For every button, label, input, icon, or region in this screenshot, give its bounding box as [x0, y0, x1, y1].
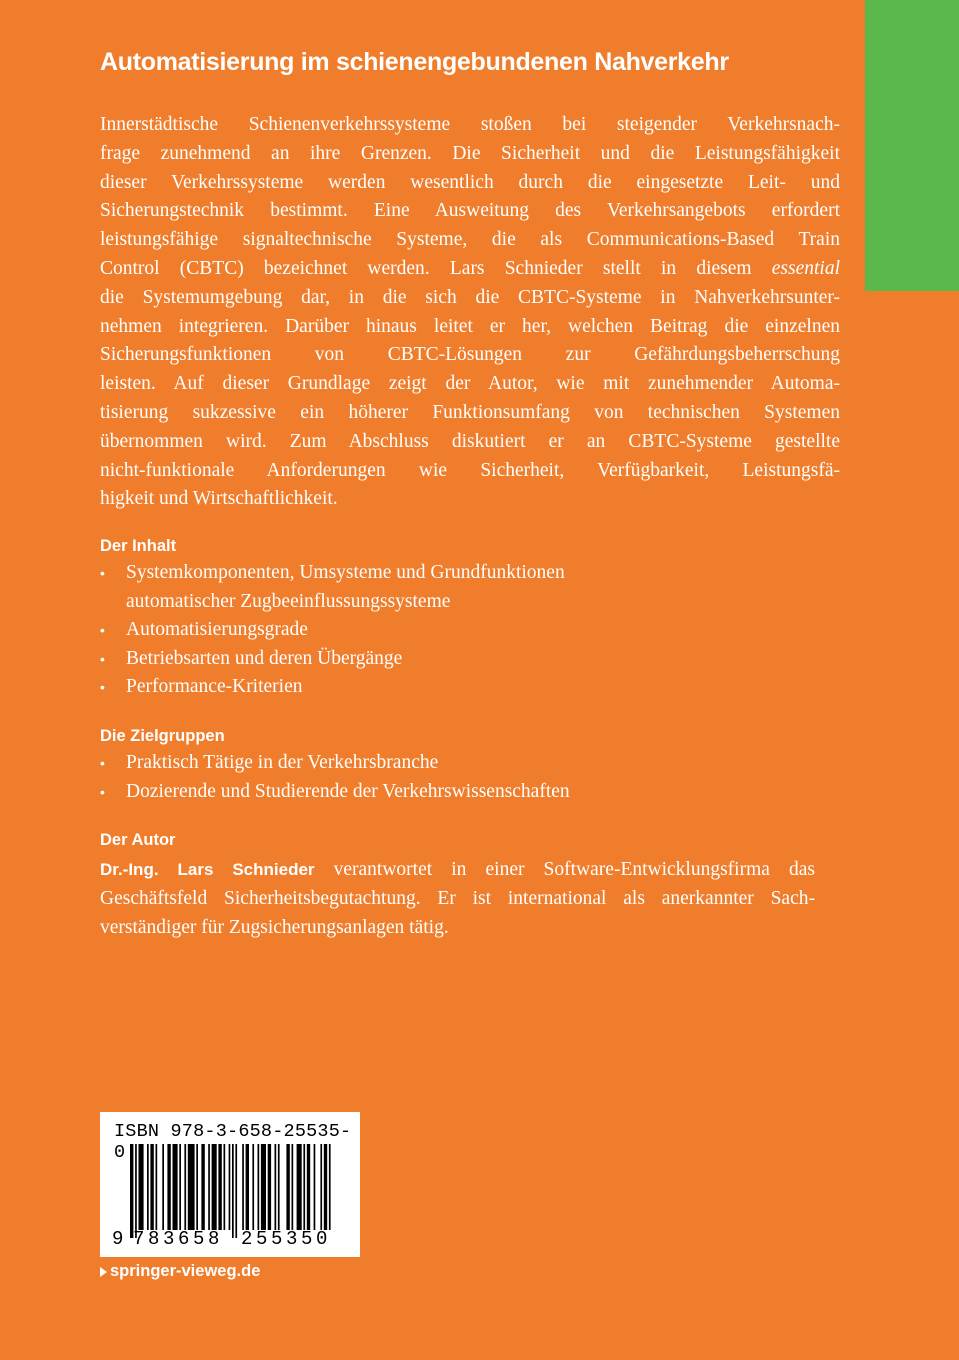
description-line: Sicherungstechnik bestimmt. Eine Ausweitung des Verkehrsangebots erfordert: [100, 200, 840, 222]
isbn-label: ISBN 978-3-658-25535-0: [114, 1121, 352, 1163]
barcode-bar: [167, 1144, 170, 1230]
bullet-icon: •: [100, 622, 105, 638]
bullet-icon: •: [100, 565, 105, 581]
barcode-bar: [324, 1144, 327, 1230]
barcode-bar: [278, 1144, 280, 1230]
barcode-lead-digit: 9: [112, 1228, 124, 1250]
publisher-link[interactable]: [100, 1262, 260, 1281]
list-item: [100, 673, 840, 702]
barcode-bar: [235, 1144, 237, 1238]
barcode-bar: [292, 1144, 294, 1230]
book-title: Automatisierung im schienengebundenen Nahverkehr: [100, 48, 729, 76]
barcode-bar: [224, 1144, 226, 1230]
list-item-text: Automatisierungsgrade: [126, 619, 308, 640]
description-line: leistungsfähige signaltechnische Systeme, die als Communications-Based Train: [100, 229, 840, 251]
description-line: übernommen wird. Zum Abschluss diskutiert er an CBTC-Systeme gestellte: [100, 430, 840, 452]
autor-heading: Der Autor: [100, 831, 176, 849]
list-item: [100, 559, 840, 616]
barcode-bar: [275, 1144, 277, 1230]
list-item-text: Dozierende und Studierende der Verkehrswissenschaften: [126, 780, 570, 802]
list-item: [100, 645, 840, 674]
barcode-bar: [329, 1144, 331, 1230]
author-name: Dr.-Ing. Lars Schnieder: [100, 860, 315, 879]
inhalt-heading: Der Inhalt: [100, 537, 177, 555]
barcode-bar: [173, 1144, 178, 1230]
description-text: [100, 111, 840, 514]
triangle-arrow-icon: [100, 1267, 107, 1277]
barcode-bar: [201, 1144, 204, 1230]
barcode-bar: [268, 1144, 271, 1230]
barcode-bar: [147, 1144, 149, 1230]
barcode-bar: [261, 1144, 266, 1230]
list-item: [100, 616, 840, 645]
inhalt-list: [100, 559, 840, 702]
barcode-bar: [212, 1144, 217, 1230]
barcode-bar: [208, 1144, 210, 1230]
bullet-icon: •: [100, 755, 105, 771]
description-line: tisierung sukzessive ein höherer Funktionsumfang von technischen Systemen: [100, 401, 840, 423]
barcode-bar: [242, 1144, 244, 1230]
author-line-text: verantwortet in einer Software-Entwicklungsfirma das: [314, 859, 815, 880]
barcode-bar: [135, 1144, 137, 1238]
description-line: [100, 255, 840, 284]
barcode-bar: [229, 1144, 231, 1230]
barcode-right-digits: 255350: [241, 1228, 332, 1250]
barcode-bar: [196, 1144, 198, 1230]
barcode-bar: [130, 1144, 133, 1238]
barcode-bar: [150, 1144, 153, 1230]
barcode-bar: [218, 1144, 221, 1230]
list-item-text: automatischer Zugbeeinflussungssysteme: [126, 590, 451, 612]
list-item: [100, 778, 840, 807]
barcode-digits: [100, 1228, 360, 1252]
barcode-bar: [139, 1144, 144, 1230]
description-line: higkeit und Wirtschaftlichkeit.: [100, 488, 338, 510]
barcode-bar: [162, 1144, 164, 1230]
isbn-barcode: [100, 1112, 360, 1257]
bullet-icon: •: [100, 679, 105, 695]
barcode-bar: [156, 1144, 158, 1230]
barcode-bar: [320, 1144, 322, 1230]
publisher-link-text: springer-vieweg.de: [110, 1262, 261, 1280]
barcode-bar: [184, 1144, 186, 1230]
description-line: Sicherungsfunktionen von CBTC-Lösungen zur Gefährdungsbeherrschung: [100, 344, 840, 366]
description-line: dieser Verkehrssysteme werden wesentlich durch die eingesetzte Leit- und: [100, 171, 840, 193]
barcode-left-digits: 783658: [133, 1228, 224, 1250]
list-item-text: Praktisch Tätige in der Verkehrsbranche: [126, 752, 439, 773]
barcode-bar: [297, 1144, 302, 1230]
zielgruppen-heading: Die Zielgruppen: [100, 727, 225, 745]
author-line: Geschäftsfeld Sicherheitsbegutachtung. Er ist international als anerkannter Sach-: [100, 888, 815, 909]
italic-word: essential: [771, 257, 840, 279]
description-line: frage zunehmend an ihre Grenzen. Die Sicherheit und die Leistungsfähigkeit: [100, 142, 840, 164]
author-bio: [100, 855, 815, 942]
author-line: verständiger für Zugsicherungsanlagen tätig.: [100, 917, 449, 938]
description-line-text: Control (CBTC) bezeichnet werden. Lars Schnieder stellt in diesem: [100, 257, 772, 279]
description-line: nicht-funktionale Anforderungen wie Sicherheit, Verfügbarkeit, Leistungsfä-: [100, 459, 840, 481]
barcode-bar: [252, 1144, 254, 1230]
bullet-icon: •: [100, 783, 105, 800]
description-line: die Systemumgebung dar, in die sich die CBTC-Systeme in Nahverkehrsunter-: [100, 286, 840, 308]
green-color-tab: [865, 0, 959, 291]
list-item-text: Systemkomponenten, Umsysteme und Grundfunktionen: [126, 562, 565, 583]
zielgruppen-list: [100, 749, 840, 806]
barcode-bar: [303, 1144, 305, 1230]
barcode-bar: [307, 1144, 310, 1230]
description-line: Innerstädtische Schienenverkehrssysteme stoßen bei steigender Verkehrsnach-: [100, 114, 840, 135]
barcode-bar: [179, 1144, 181, 1230]
list-item: [100, 749, 840, 778]
barcode-bar: [314, 1144, 316, 1230]
barcode-bar: [258, 1144, 260, 1230]
list-item-text: Betriebsarten und deren Übergänge: [126, 647, 403, 669]
barcode-bar: [286, 1144, 289, 1230]
barcode-bar: [246, 1144, 249, 1230]
bullet-icon: •: [100, 650, 105, 667]
list-item-text: Performance-Kriterien: [126, 676, 303, 697]
author-line: [100, 855, 815, 884]
barcode-bar: [188, 1144, 195, 1230]
barcode-bar: [232, 1144, 234, 1238]
description-line: nehmen integrieren. Darüber hinaus leitet er her, welchen Beitrag die einzelnen: [100, 315, 840, 337]
description-line: leisten. Auf dieser Grundlage zeigt der Autor, wie mit zunehmender Automa-: [100, 373, 840, 395]
